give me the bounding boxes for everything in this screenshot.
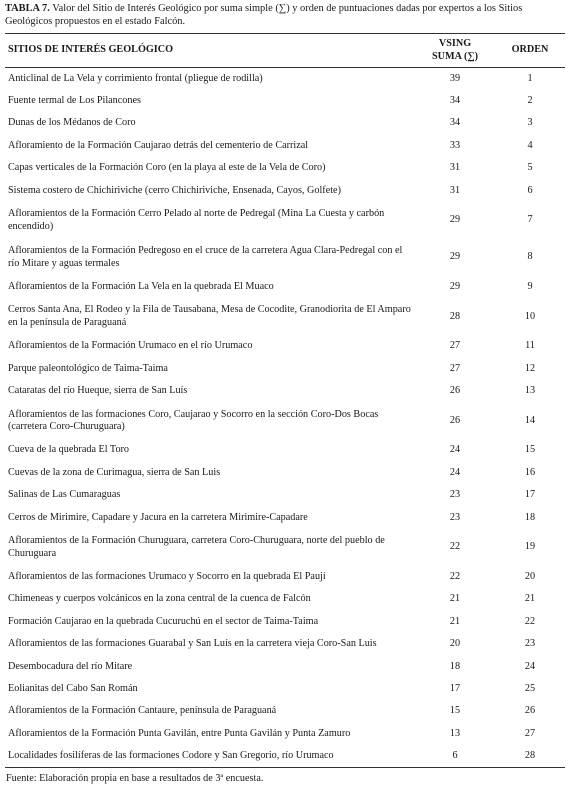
order-cell: 11: [525, 340, 535, 352]
header-order: ORDEN: [511, 44, 549, 56]
sum-cell: 23: [449, 511, 461, 523]
order-cell: 15: [524, 444, 536, 456]
sum-cell: 29: [449, 251, 461, 263]
order-cell: 16: [524, 466, 536, 478]
header-sum-line2: SUMA (∑): [431, 50, 479, 62]
site-cell: Sistema costero de Chichiriviche (cerro Chichiriviche, Ensenada, Cayos, Golfete): [8, 184, 341, 196]
table-row: [5, 358, 565, 380]
table-body: [5, 68, 565, 768]
order-cell: 21: [524, 593, 536, 605]
table-row: [5, 484, 565, 506]
sum-cell: 29: [449, 280, 461, 292]
order-cell: 2: [527, 94, 533, 106]
table-row: [5, 335, 565, 357]
site-cell: Fuente termal de Los Pilancones: [8, 94, 141, 106]
table-row: [5, 403, 565, 440]
sum-cell: 21: [449, 593, 461, 605]
sum-cell: 18: [449, 660, 461, 672]
site-cell: Cataratas del río Hueque, sierra de San Luís: [8, 385, 188, 397]
site-cell: Anticlinal de La Vela y corrimiento frontal (pliegue de rodilla): [8, 72, 263, 84]
sum-cell: 31: [449, 162, 461, 174]
table-row: [5, 745, 565, 767]
order-cell: 18: [524, 511, 536, 523]
order-cell: 24: [524, 660, 536, 672]
site-cell: Afloramientos de la Formación Urumaco en el río Urumaco: [8, 340, 253, 352]
order-cell: 27: [524, 727, 536, 739]
sum-cell: 23: [449, 489, 461, 501]
site-cell: Eolianitas del Cabo San Román: [8, 683, 138, 694]
table-row: [5, 276, 565, 298]
table-row: [5, 380, 565, 402]
sum-cell: 29: [449, 214, 461, 226]
site-cell: Afloramientos de la Formación Punta Gavilán, entre Punta Gavilán y Punta Zamuro: [8, 727, 351, 739]
table-row: [5, 701, 565, 723]
sum-cell: 20: [449, 638, 461, 650]
order-cell: 1: [527, 72, 533, 84]
sum-cell: 17: [449, 683, 461, 694]
table-row: [5, 180, 565, 202]
order-cell: 17: [524, 489, 536, 501]
table-row: [5, 298, 565, 335]
table-header: [5, 34, 565, 68]
table-row: [5, 589, 565, 611]
site-cell: Dunas de los Médanos de Coro: [8, 117, 136, 129]
order-cell: 3: [527, 117, 533, 129]
site-cell: Afloramiento de la Formación Caujarao detrás del cementerio de Carrizal: [8, 139, 309, 151]
table-row: [5, 611, 565, 633]
sum-cell: 34: [449, 94, 461, 106]
site-cell: Afloramientos de la Formación La Vela en la quebrada El Muaco: [8, 280, 274, 292]
order-cell: 4: [527, 139, 533, 151]
table-row: [5, 202, 565, 239]
order-cell: 14: [524, 414, 536, 426]
order-cell: 9: [527, 280, 533, 292]
sum-cell: 31: [449, 184, 461, 196]
order-cell: 26: [524, 705, 536, 717]
sum-cell: 34: [449, 117, 461, 129]
sum-cell: 22: [449, 571, 461, 583]
site-cell: Desembocadura del río Mitare: [8, 660, 133, 672]
order-cell: 8: [527, 251, 533, 263]
site-cell: Afloramientos de las formaciones Coro, Caujarao y Socorro en la sección Coro-Dos Bocas (carretera Coro-Churuguara): [8, 408, 379, 433]
order-cell: 12: [524, 362, 536, 374]
table-row: [5, 135, 565, 157]
table-row: [5, 678, 565, 700]
table-row: [5, 157, 565, 179]
table-label: TABLA 7.: [5, 3, 50, 14]
table-row: [5, 656, 565, 678]
site-cell: Chimeneas y cuerpos volcánicos en la zona central de la cuenca de Falcón: [8, 593, 311, 605]
sum-cell: 28: [449, 310, 461, 322]
table-row: [5, 529, 565, 566]
order-cell: 20: [524, 571, 536, 583]
table-row: [5, 239, 565, 276]
sum-cell: 27: [449, 362, 461, 374]
site-cell: Formación Caujarao en la quebrada Cucuruchú en el sector de Taima-Taima: [8, 615, 319, 627]
order-cell: 13: [524, 385, 536, 397]
site-cell: Afloramientos de la Formación Churuguara, carretera Coro-Churuguara, norte del pueblo de Churuguara: [8, 535, 385, 559]
sum-cell: 39: [449, 72, 461, 84]
sum-cell: 21: [449, 615, 461, 627]
table-row: [5, 566, 565, 588]
sites-table: [5, 33, 565, 768]
sum-cell: 24: [449, 466, 461, 478]
order-cell: 7: [527, 214, 533, 226]
order-cell: 6: [527, 184, 533, 196]
order-cell: 5: [527, 162, 533, 174]
order-cell: 22: [524, 615, 536, 627]
sum-cell: 27: [449, 340, 461, 352]
table-caption-text: Valor del Sitio de Interés Geológico por suma simple (∑) y orden de puntuaciones dadas por expertos a los Sitios Geológicos propuestos en el estado Falcón.: [5, 3, 523, 27]
site-cell: Localidades fosilíferas de las formaciones Codore y San Gregorio, río Urumaco: [8, 749, 334, 761]
table-row: [5, 507, 565, 529]
sum-cell: 26: [449, 385, 461, 397]
header-sites: SITIOS DE INTERÉS GEOLÓGICO: [8, 44, 174, 56]
site-cell: Afloramientos de la Formación Cerro Pelado al norte de Pedregal (Mina La Cuesta y carbón encendido): [8, 207, 385, 232]
table-row: [5, 633, 565, 655]
sum-cell: 26: [449, 414, 461, 426]
site-cell: Afloramientos de la Formación Pedregoso en el cruce de la carretera Agua Clara-Pedregal con el río Mitare y aguas termales: [8, 244, 403, 269]
order-cell: 19: [524, 541, 536, 553]
table-row: [5, 90, 565, 112]
site-cell: Cuevas de la zona de Curimagua, sierra de San Luis: [8, 466, 221, 478]
site-cell: Cerros Santa Ana, El Rodeo y la Fila de Tausabana, Mesa de Cocodite, Granodiorita de El Amparo en la península de Paraguaná: [8, 304, 411, 328]
sum-cell: 22: [449, 541, 461, 553]
order-cell: 23: [524, 638, 536, 650]
sum-cell: 13: [449, 727, 461, 739]
site-cell: Afloramientos de las formaciones Guarabal y San Luís en la carretera vieja Coro-San Luis: [8, 638, 377, 650]
table-source: Fuente: Elaboración propia en base a resultados de 3ª encuesta.: [6, 773, 264, 785]
site-cell: Afloramientos de las formaciones Urumaco y Socorro en la quebrada El Paují: [8, 571, 326, 583]
sum-cell: 33: [449, 139, 461, 151]
sum-cell: 15: [449, 705, 461, 717]
order-cell: 10: [524, 310, 536, 322]
order-cell: 28: [524, 749, 536, 761]
site-cell: Cerros de Mirimire, Capadare y Jacura en la carretera Mirimire-Capadare: [8, 511, 308, 523]
table-row: [5, 462, 565, 484]
header-sum-line1: VSING: [438, 38, 472, 49]
table-caption: [5, 2, 565, 28]
site-cell: Cueva de la quebrada El Toro: [8, 444, 130, 456]
header-sum: [415, 34, 495, 68]
order-cell: 25: [524, 683, 536, 694]
sum-cell: 24: [449, 444, 461, 456]
site-cell: Afloramientos de la Formación Cantaure, península de Paraguaná: [8, 705, 277, 717]
site-cell: Parque paleontológico de Taima-Taima: [8, 362, 168, 374]
table-row: [5, 68, 565, 90]
site-cell: Capas verticales de la Formación Coro (en la playa al este de la Vela de Coro): [8, 162, 326, 174]
table-row: [5, 112, 565, 134]
site-cell: Salinas de Las Cumaraguas: [8, 489, 121, 501]
table-row: [5, 723, 565, 745]
sum-cell: 6: [452, 749, 458, 761]
table-row: [5, 440, 565, 462]
